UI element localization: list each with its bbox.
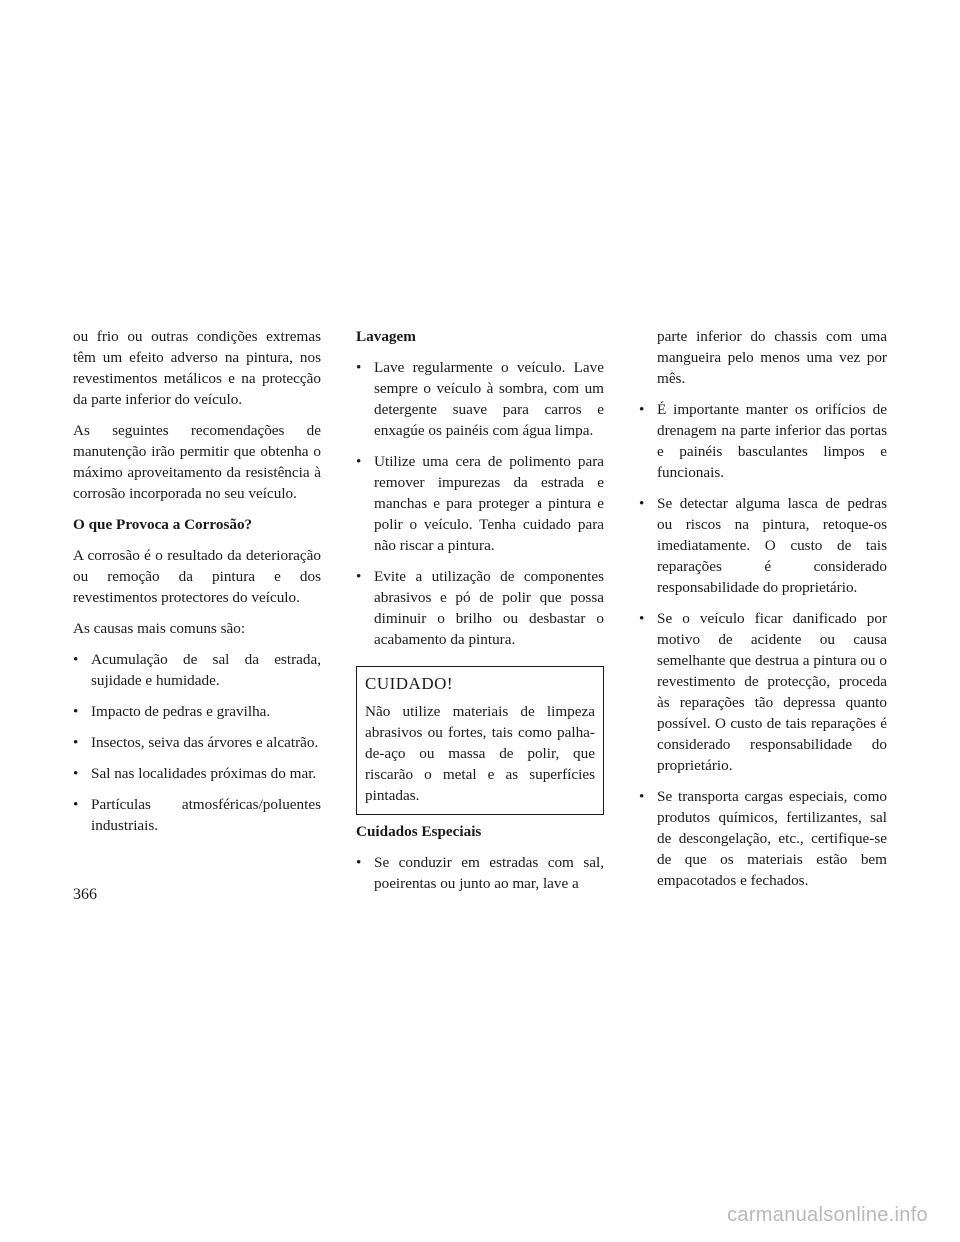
bullet-icon: • <box>356 854 362 871</box>
list-item: • Insectos, seiva das árvores e alcatrão. <box>73 734 319 751</box>
column-3 <box>639 326 887 901</box>
caution-box <box>356 666 604 815</box>
watermark: carmanualsonline.info <box>727 1204 928 1226</box>
bullet-icon: • <box>639 495 645 512</box>
list-item: • Se conduzir em estradas com sal, poeirentas ou junto ao mar, lave a <box>356 854 604 892</box>
bullet-list <box>356 357 604 650</box>
caution-title: CUIDADO! <box>365 674 454 693</box>
paragraph: As seguintes recomendações de manutenção irão permitir que obtenha o máximo aproveitamento da resistência à corrosão incorporada no seu veículo. <box>73 422 321 502</box>
list-item: • Impacto de pedras e gravilha. <box>73 703 271 720</box>
list-item-continuation: parte inferior do chassis com uma mangueira pelo menos uma vez por mês. <box>657 328 887 387</box>
bullet-list <box>73 649 321 836</box>
list-item: • Partículas atmosféricas/poluentes industriais. <box>73 796 321 834</box>
section-heading: O que Provoca a Corrosão? <box>73 516 253 533</box>
list-item: • Se detectar alguma lasca de pedras ou riscos na pintura, retoque-os imediatamente. O custo de tais reparações é considerado responsabilidade do proprietário. <box>639 495 887 596</box>
paragraph: ou frio ou outras condições extremas têm um efeito adverso na pintura, nos revestimentos metálicos e na protecção da parte inferior do veículo. <box>73 328 321 408</box>
bullet-icon: • <box>73 765 79 782</box>
list-item: • Evite a utilização de componentes abrasivos e pó de polir que possa diminuir o brilho ou desbastar o acabamento da pintura. <box>356 568 604 648</box>
bullet-list <box>356 852 604 894</box>
bullet-icon: • <box>73 703 79 720</box>
caution-text: Não utilize materiais de limpeza abrasivos ou fortes, tais como palha-de-aço ou massa de polir, que riscarão o metal e as superfícies pintadas. <box>365 703 595 804</box>
bullet-icon: • <box>73 796 79 813</box>
bullet-icon: • <box>73 651 79 668</box>
bullet-icon: • <box>356 453 362 470</box>
list-item: • Acumulação de sal da estrada, sujidade e humidade. <box>73 651 321 689</box>
list-item: • É importante manter os orifícios de drenagem na parte inferior das portas e painéis basculantes limpos e funcionais. <box>639 401 887 481</box>
bullet-icon: • <box>356 568 362 585</box>
list-item: • Se transporta cargas especiais, como produtos químicos, fertilizantes, sal de descongelação, etc., certifique-se de que os materiais estão bem empacotados e fechados. <box>639 788 887 889</box>
bullet-list <box>639 326 887 891</box>
paragraph: As causas mais comuns são: <box>73 620 246 637</box>
list-item: • Sal nas localidades próximas do mar. <box>73 765 317 782</box>
page-number: 366 <box>73 886 97 903</box>
list-item: • Lave regularmente o veículo. Lave sempre o veículo à sombra, com um detergente suave para carros e enxagúe os painéis com água limpa. <box>356 359 604 439</box>
bullet-icon: • <box>356 359 362 376</box>
bullet-icon: • <box>639 401 645 418</box>
column-1 <box>73 326 321 846</box>
bullet-icon: • <box>73 734 79 751</box>
bullet-icon: • <box>639 788 645 805</box>
section-heading: Cuidados Especiais <box>356 823 482 840</box>
column-2 <box>356 326 604 904</box>
list-item: • Utilize uma cera de polimento para remover impurezas da estrada e manchas e para proteger a pintura e polir o veículo. Tenha cuidado para não riscar a pintura. <box>356 453 604 554</box>
bullet-icon: • <box>639 610 645 627</box>
section-heading: Lavagem <box>356 328 416 345</box>
paragraph: A corrosão é o resultado da deterioração ou remoção da pintura e dos revestimentos protectores do veículo. <box>73 547 321 606</box>
list-item: • Se o veículo ficar danificado por motivo de acidente ou causa semelhante que destrua a pintura ou o revestimento de protecção, proceda às reparações tão depressa quanto possível. O custo de tais reparações é considerado responsabilidade do proprietário. <box>639 610 887 774</box>
